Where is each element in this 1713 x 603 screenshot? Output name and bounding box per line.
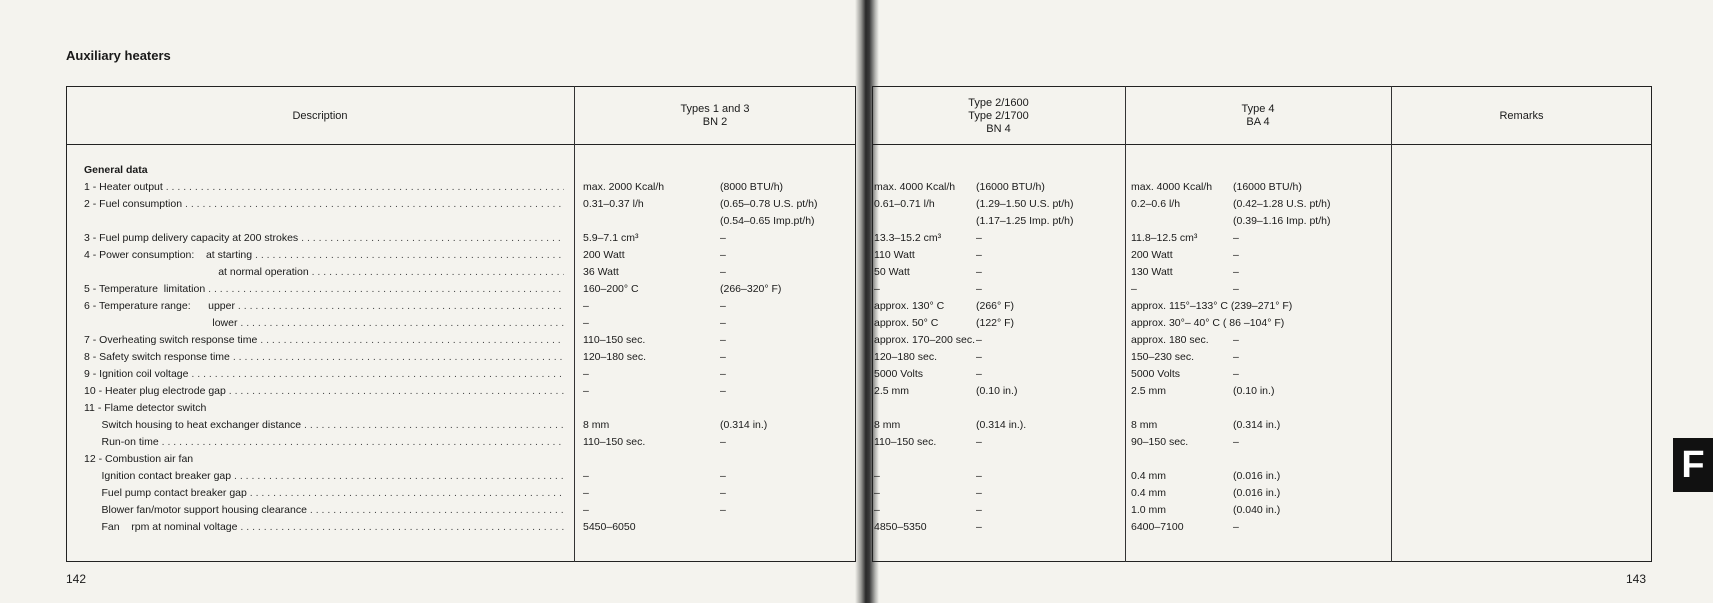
row-value: – [1233, 521, 1239, 533]
table-row [0, 230, 1713, 246]
row-description: 12 - Combustion air fan [84, 453, 194, 465]
row-value: 8 mm [874, 419, 901, 431]
row-value: – [720, 232, 726, 244]
row-value: (1.17–1.25 Imp. pt/h) [976, 215, 1074, 227]
row-value: – [720, 368, 726, 380]
row-value: 150–230 sec. [1131, 351, 1195, 363]
row-value: 36 Watt [583, 266, 619, 278]
row-value: 13.3–15.2 cm³ [874, 232, 942, 244]
row-description: 5 - Temperature limitation . . . [84, 281, 564, 297]
table-row [0, 298, 1713, 314]
row-value: – [583, 368, 589, 380]
row-value: max. 2000 Kcal/h [583, 181, 665, 193]
table-row [0, 485, 1713, 501]
row-value: 0.4 mm [1131, 487, 1167, 499]
row-value: – [720, 249, 726, 261]
row-description: Fuel pump contact breaker gap . . . [84, 485, 564, 501]
page-number-right: 143 [1626, 572, 1647, 586]
row-value: 5000 Volts [874, 368, 924, 380]
row-description: 11 - Flame detector switch [84, 402, 207, 414]
table-row [0, 366, 1713, 382]
row-value: – [976, 232, 982, 244]
table-row [0, 281, 1713, 297]
row-value: 4850–5350 [874, 521, 927, 533]
row-value: (0.016 in.) [1233, 470, 1281, 482]
page-number-left: 142 [66, 572, 87, 586]
table-row [0, 247, 1713, 263]
row-value: 200 Watt [583, 249, 625, 261]
row-value: 120–180 sec. [874, 351, 938, 363]
row-value: 120–180 sec. [583, 351, 647, 363]
row-value: – [874, 487, 880, 499]
row-value: 11.8–12.5 cm³ [1131, 232, 1198, 244]
row-value: – [1233, 351, 1239, 363]
row-value: – [976, 351, 982, 363]
row-description: 8 - Safety switch response time . . . [84, 349, 564, 365]
row-value: 110–150 sec. [583, 334, 646, 346]
row-description: lower . . . [84, 315, 564, 331]
row-value: – [1233, 283, 1239, 295]
row-value: – [874, 283, 880, 295]
row-value: 50 Watt [874, 266, 910, 278]
row-description: Ignition contact breaker gap . . . [84, 468, 564, 484]
row-description: 6 - Temperature range: upper . . . [84, 298, 564, 314]
page-title: Auxiliary heaters [66, 48, 171, 63]
row-value: – [976, 368, 982, 380]
row-value: – [976, 436, 982, 448]
table-row [0, 213, 1713, 229]
row-value: 6400–7100 [1131, 521, 1184, 533]
table-row [0, 179, 1713, 195]
row-description: 9 - Ignition coil voltage . . . [84, 366, 564, 382]
row-value: (8000 BTU/h) [720, 181, 784, 193]
row-value: – [1233, 368, 1239, 380]
row-value: – [1233, 334, 1239, 346]
row-value: approx. 50° C [874, 317, 939, 329]
row-description: Run-on time . . . [84, 434, 564, 450]
row-value: approx. 130° C [874, 300, 945, 312]
header-description: Description [292, 109, 348, 122]
row-value: – [1131, 283, 1137, 295]
table-row [0, 264, 1713, 280]
row-value: – [720, 266, 726, 278]
row-value: 110–150 sec. [583, 436, 646, 448]
row-value: – [720, 504, 726, 516]
row-value: approx. 180 sec. [1131, 334, 1209, 346]
section-tab: F [1673, 438, 1713, 492]
row-value: 110 Watt [874, 249, 915, 261]
row-value: approx. 30°– 40° C ( 86 –104° F) [1131, 317, 1285, 329]
row-value: – [1233, 266, 1239, 278]
row-value: (1.29–1.50 U.S. pt/h) [976, 198, 1074, 210]
row-value: 2.5 mm [874, 385, 910, 397]
row-value: (0.016 in.) [1233, 487, 1281, 499]
row-value: – [976, 504, 982, 516]
row-value: (0.314 in.) [720, 419, 768, 431]
row-value: – [1233, 232, 1239, 244]
row-value: – [1233, 249, 1239, 261]
row-value: 1.0 mm [1131, 504, 1167, 516]
header-type-4: Type 4 BA 4 [1241, 103, 1275, 128]
table-row [0, 162, 1713, 178]
row-value: 5450–6050 [583, 521, 636, 533]
row-value: – [583, 385, 589, 397]
row-value: – [976, 470, 982, 482]
table-row [0, 196, 1713, 212]
row-value: (0.54–0.65 Imp.pt/h) [720, 215, 815, 227]
row-value: 110–150 sec. [874, 436, 937, 448]
row-value: – [720, 334, 726, 346]
row-value: 200 Watt [1131, 249, 1173, 261]
row-description: Switch housing to heat exchanger distance . . . [84, 417, 564, 433]
header-types-1-3: Types 1 and 3 BN 2 [680, 103, 750, 128]
row-value: 2.5 mm [1131, 385, 1167, 397]
row-description: 3 - Fuel pump delivery capacity at 200 strokes . . . [84, 230, 564, 246]
row-value: 8 mm [1131, 419, 1158, 431]
row-value: (16000 BTU/h) [976, 181, 1045, 193]
row-value: – [874, 504, 880, 516]
row-value: 5.9–7.1 cm³ [583, 232, 639, 244]
row-value: (0.65–0.78 U.S. pt/h) [720, 198, 818, 210]
row-description: Fan rpm at nominal voltage . . . [84, 519, 564, 535]
row-value: – [976, 487, 982, 499]
row-value: 0.2–0.6 l/h [1131, 198, 1181, 210]
row-value: (16000 BTU/h) [1233, 181, 1302, 193]
row-description: General data [84, 164, 148, 176]
row-value: 0.31–0.37 l/h [583, 198, 644, 210]
row-value: (0.39–1.16 Imp. pt/h) [1233, 215, 1331, 227]
header-remarks: Remarks [1499, 109, 1544, 122]
row-value: – [583, 317, 589, 329]
table-row [0, 451, 1713, 467]
table-row [0, 417, 1713, 433]
row-value: (122° F) [976, 317, 1015, 329]
row-value: – [720, 385, 726, 397]
row-value: – [976, 249, 982, 261]
row-value: – [976, 521, 982, 533]
row-value: approx. 115°–133° C (239–271° F) [1131, 300, 1293, 312]
table-row [0, 315, 1713, 331]
row-value: – [583, 504, 589, 516]
table-row [0, 434, 1713, 450]
row-value: (0.314 in.) [1233, 419, 1281, 431]
row-description: Blower fan/motor support housing clearance . . . [84, 502, 564, 518]
row-value: 0.61–0.71 l/h [874, 198, 935, 210]
row-value: (0.42–1.28 U.S. pt/h) [1233, 198, 1331, 210]
table-row [0, 519, 1713, 535]
row-value: – [720, 317, 726, 329]
row-value: – [583, 487, 589, 499]
row-value: 130 Watt [1131, 266, 1173, 278]
row-value: 5000 Volts [1131, 368, 1181, 380]
row-value: 90–150 sec. [1131, 436, 1189, 448]
table-row [0, 502, 1713, 518]
row-value: – [976, 266, 982, 278]
row-value: max. 4000 Kcal/h [1131, 181, 1213, 193]
header-rule-left [66, 144, 856, 145]
row-description: 10 - Heater plug electrode gap . . . [84, 383, 564, 399]
row-value: 160–200° C [583, 283, 639, 295]
row-value: 0.4 mm [1131, 470, 1167, 482]
header-rule-right [872, 144, 1652, 145]
header-type-2: Type 2/1600 Type 2/1700 BN 4 [968, 96, 1029, 135]
row-value: – [583, 300, 589, 312]
row-value: (0.040 in.) [1233, 504, 1281, 516]
row-description: 7 - Overheating switch response time . . . [84, 332, 564, 348]
table-row [0, 400, 1713, 416]
row-value: – [1233, 436, 1239, 448]
row-value: – [976, 334, 982, 346]
table-row [0, 349, 1713, 365]
row-value: – [720, 351, 726, 363]
row-value: – [720, 470, 726, 482]
row-value: – [874, 470, 880, 482]
row-description: 2 - Fuel consumption . . . [84, 196, 564, 212]
table-row [0, 468, 1713, 484]
row-value: approx. 170–200 sec. [874, 334, 975, 346]
row-value: max. 4000 Kcal/h [874, 181, 956, 193]
row-value: (266° F) [976, 300, 1015, 312]
row-value: 8 mm [583, 419, 610, 431]
table-row [0, 383, 1713, 399]
row-value: – [583, 470, 589, 482]
row-description: 4 - Power consumption: at starting . . . [84, 247, 564, 263]
row-value: – [720, 436, 726, 448]
row-value: (266–320° F) [720, 283, 782, 295]
row-value: (0.10 in.) [976, 385, 1018, 397]
table-row [0, 332, 1713, 348]
row-description: 1 - Heater output . . . [84, 179, 564, 195]
row-description: at normal operation . . . [84, 264, 564, 280]
row-value: (0.10 in.) [1233, 385, 1275, 397]
row-value: – [976, 283, 982, 295]
row-value: (0.314 in.). [976, 419, 1027, 431]
row-value: – [720, 487, 726, 499]
row-value: – [720, 300, 726, 312]
